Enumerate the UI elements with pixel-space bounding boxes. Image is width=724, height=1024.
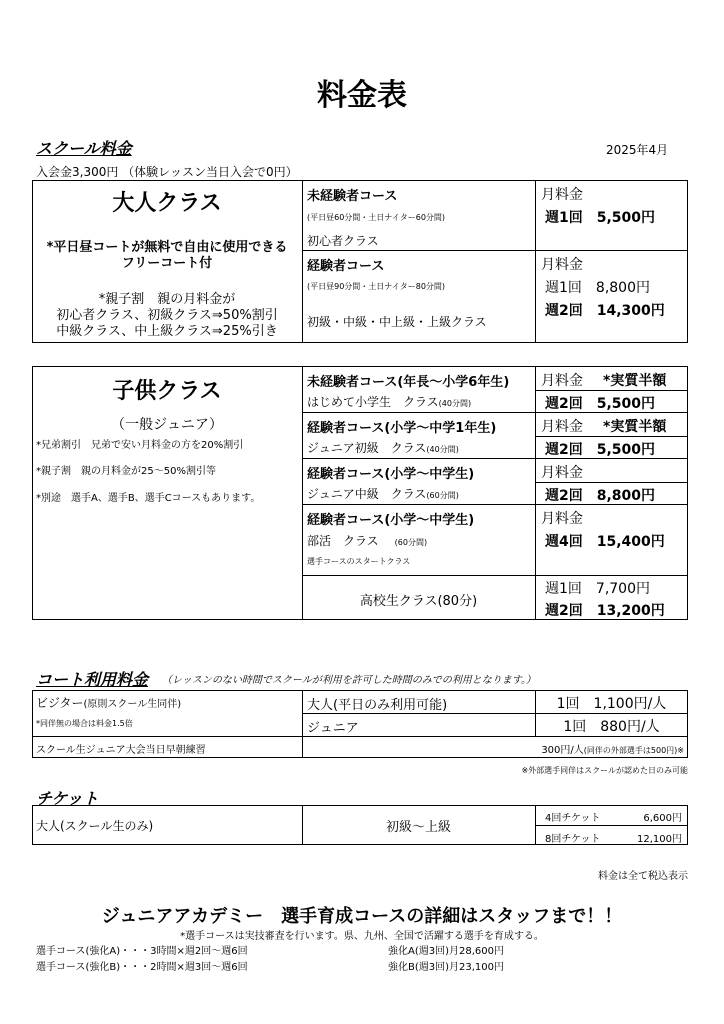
academy-course: 選手コース(強化B)・・・2時間×週3回～週6回 — [36, 962, 248, 973]
ticket-level: 初級～上級 — [385, 820, 451, 835]
fee-value: 週1回 7,700円 — [545, 581, 650, 597]
adult-note-line: フリーコート付 — [121, 256, 213, 271]
adult-class-name: 大人クラス — [112, 191, 222, 216]
course-title: 経験者コース — [307, 259, 385, 274]
ticket-target: 大人(スクール生のみ) — [36, 819, 154, 833]
kids-note: *兄弟割引 兄弟で安い月料金の方を20%割引 — [36, 440, 244, 451]
course-title: 未経験者コース — [307, 189, 398, 204]
fee-label: 月料金 — [541, 511, 583, 527]
course-class: ジュニア中級 クラス(60分間) — [307, 487, 459, 501]
course-classes: 初級・中級・中上級・上級クラス — [307, 315, 487, 329]
academy-sub: *選手コースは実技審査を行います。県、九州、全国で活躍する選手を育成する。 — [180, 931, 544, 942]
morning-practice-fee: 300円/人(同伴の外部選手は500円)※ — [541, 745, 684, 756]
course-time: (平日昼90分間・土日ナイター80分間) — [307, 282, 446, 291]
court-note: （レッスンのない時間でスクールが利用を許可した時間のみでの利用となります。） — [162, 675, 536, 686]
morning-practice-label: スクール生ジュニア大会当日早朝練習 — [36, 745, 206, 756]
course-class: はじめて小学生 クラス(40分間) — [307, 395, 472, 409]
highschool-class: 高校生クラス(80分) — [359, 594, 478, 609]
academy-headline: ジュニアアカデミー 選手育成コースの詳細はスタッフまで！！ — [101, 906, 623, 927]
fee-label: 月料金 — [541, 419, 583, 435]
academy-course-fee: 強化A(週3回)月28,600円 — [388, 946, 504, 957]
kids-class-sub: （一般ジュニア） — [111, 417, 223, 433]
course-title: 経験者コース(小学～中学生) — [307, 467, 475, 482]
adult-note-line: *親子割 親の月料金が — [98, 292, 236, 307]
tax-note: 料金は全て税込表示 — [598, 871, 688, 882]
course-classes: 初心者クラス — [307, 234, 379, 248]
adult-note-line: 中級クラス、中上級クラス⇒25%引き — [56, 324, 278, 339]
section-heading-court: コート利用料金 — [36, 670, 149, 689]
ticket-price: 12,100円 — [637, 834, 682, 845]
court-junior-label: ジュニア — [307, 721, 359, 736]
adult-note-line: 初心者クラス、初級クラス⇒50%割引 — [56, 308, 278, 323]
page-title: 料金表 — [317, 78, 407, 113]
fee-value: 週2回 5,500円 — [545, 396, 656, 412]
course-title: 経験者コース(小学～中学1年生) — [307, 421, 497, 436]
ticket-price: 6,600円 — [643, 813, 682, 824]
fee-label: 月料金 — [541, 465, 583, 481]
companion-note: *同伴無の場合は料金1.5倍 — [36, 719, 133, 728]
course-extra: 選手コースのスタートクラス — [307, 557, 411, 566]
course-title: 未経験者コース(年長～小学6年生) — [307, 375, 510, 390]
fee-value: 週1回 5,500円 — [545, 210, 656, 226]
course-class: ジュニア初級 クラス(40分間) — [307, 441, 459, 455]
fee-label: 月料金 — [541, 373, 583, 389]
section-heading-ticket: チケット — [36, 789, 99, 808]
course-class: 部活 クラス (60分間) — [307, 534, 428, 548]
discount-badge: *実質半額 — [603, 373, 667, 389]
court-footnote: ※外部選手同伴はスクールが認めた日のみ可能 — [521, 766, 688, 775]
court-junior-fee: 1回 880円/人 — [563, 719, 660, 735]
visitor-label: ビジター(原則スクール生同伴) — [36, 696, 182, 710]
fee-value: 週1回 8,800円 — [545, 280, 650, 296]
fee-value: 週2回 14,300円 — [545, 303, 665, 319]
fee-label: 月料金 — [541, 257, 583, 273]
fee-value: 週2回 5,500円 — [545, 442, 656, 458]
kids-class-name: 子供クラス — [112, 379, 222, 404]
fee-value: 週4回 15,400円 — [545, 534, 665, 550]
academy-course: 選手コース(強化A)・・・3時間×週2回～週6回 — [36, 946, 248, 957]
kids-note: *別途 選手A、選手B、選手Cコースもあります。 — [36, 493, 261, 504]
kids-note: *親子割 親の月料金が25～50%割引等 — [36, 466, 216, 477]
course-title: 経験者コース(小学～中学生) — [307, 513, 475, 528]
fee-label: 月料金 — [541, 187, 583, 203]
court-adult-fee: 1回 1,100円/人 — [556, 696, 667, 712]
adult-note-line: *平日昼コートが無料で自由に使用できる — [46, 240, 288, 255]
section-heading-school: スクール料金 — [36, 139, 132, 158]
entry-fee: 入会金3,300円 （体験レッスン当日入会で0円） — [36, 165, 298, 179]
course-time: (平日昼60分間・土日ナイター60分間) — [307, 213, 446, 222]
fee-value: 週2回 8,800円 — [545, 488, 656, 504]
ticket-name: 8回チケット — [545, 834, 601, 845]
academy-course-fee: 強化B(週3回)月23,100円 — [388, 962, 505, 973]
ticket-name: 4回チケット — [545, 813, 601, 824]
fee-value: 週2回 13,200円 — [545, 603, 665, 619]
court-adult-label: 大人(平日のみ利用可能) — [307, 698, 448, 713]
discount-badge: *実質半額 — [603, 419, 667, 435]
issue-date: 2025年4月 — [606, 143, 669, 157]
